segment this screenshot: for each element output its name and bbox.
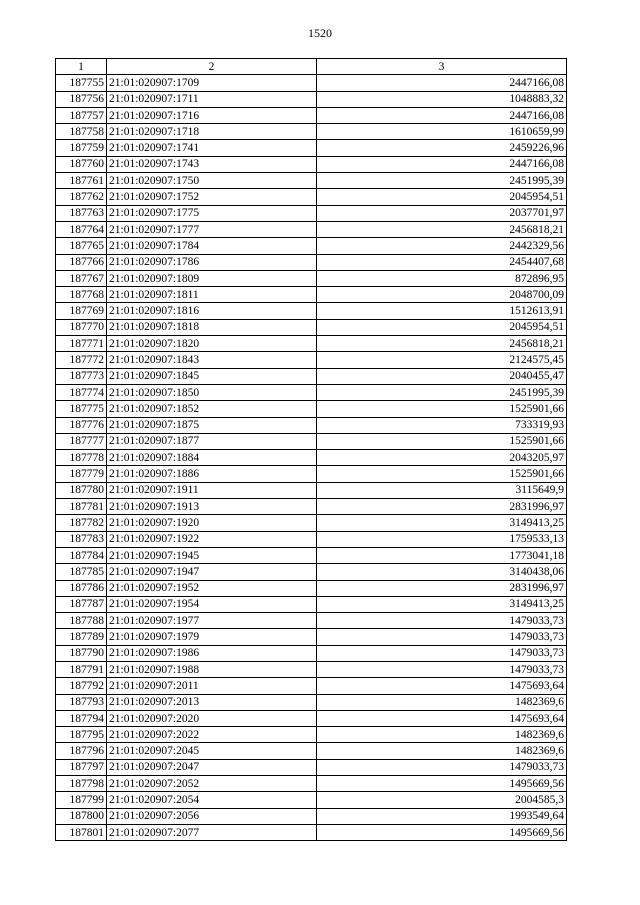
cadastral-value-cell: 1479033,73 [317,629,567,645]
cadastral-number-cell: 21:01:020907:1845 [107,368,317,384]
table-row [56,189,567,205]
table-row [56,352,567,368]
row-number-cell: 187781 [56,499,107,515]
cadastral-value-cell: 2045954,51 [317,319,567,335]
table-row [56,254,567,270]
table-row [56,270,567,286]
cadastral-number-cell: 21:01:020907:1922 [107,531,317,547]
cadastral-number-cell: 21:01:020907:1809 [107,270,317,286]
table-row [56,564,567,580]
cadastral-value-cell: 1512613,91 [317,303,567,319]
row-number-cell: 187778 [56,450,107,466]
table-row [56,401,567,417]
cadastral-value-cell: 2043205,97 [317,450,567,466]
table-row [56,91,567,107]
table-row [56,368,567,384]
cadastral-number-cell: 21:01:020907:1945 [107,547,317,563]
cadastral-value-cell: 2048700,09 [317,287,567,303]
table-row [56,140,567,156]
cadastral-number-cell: 21:01:020907:1947 [107,564,317,580]
cadastral-number-cell: 21:01:020907:1811 [107,287,317,303]
cadastral-number-cell: 21:01:020907:1775 [107,205,317,221]
table-row [56,287,567,303]
row-number-cell: 187755 [56,75,107,91]
cadastral-number-cell: 21:01:020907:1954 [107,596,317,612]
table-row [56,710,567,726]
cadastral-number-cell: 21:01:020907:1852 [107,401,317,417]
row-number-cell: 187779 [56,466,107,482]
cadastral-value-cell: 1759533,13 [317,531,567,547]
cadastral-value-cell: 2124575,45 [317,352,567,368]
table-body [56,75,567,841]
cadastral-value-cell: 2456818,21 [317,336,567,352]
cadastral-number-cell: 21:01:020907:1920 [107,515,317,531]
cadastral-value-cell: 2831996,97 [317,580,567,596]
cadastral-number-cell: 21:01:020907:1988 [107,661,317,677]
row-number-cell: 187798 [56,776,107,792]
row-number-cell: 187770 [56,319,107,335]
row-number-cell: 187768 [56,287,107,303]
cadastral-number-cell: 21:01:020907:1784 [107,238,317,254]
cadastral-value-cell: 1495669,56 [317,824,567,840]
page-number: 1520 [308,26,332,40]
table-row [56,450,567,466]
cadastral-number-cell: 21:01:020907:2056 [107,808,317,824]
table-row [56,629,567,645]
cadastral-value-cell: 1525901,66 [317,433,567,449]
cadastral-value-table [55,58,567,841]
row-number-cell: 187761 [56,173,107,189]
cadastral-number-cell: 21:01:020907:2013 [107,694,317,710]
cadastral-number-cell: 21:01:020907:1816 [107,303,317,319]
table-row [56,645,567,661]
table-row [56,776,567,792]
cadastral-value-cell: 1525901,66 [317,466,567,482]
cadastral-number-cell: 21:01:020907:2020 [107,710,317,726]
column-header-2: 2 [107,59,317,75]
row-number-cell: 187792 [56,678,107,694]
cadastral-value-cell: 1479033,73 [317,613,567,629]
row-number-cell: 187763 [56,205,107,221]
cadastral-number-cell: 21:01:020907:1820 [107,336,317,352]
table-row [56,303,567,319]
row-number-cell: 187801 [56,824,107,840]
row-number-cell: 187794 [56,710,107,726]
table-row [56,107,567,123]
cadastral-number-cell: 21:01:020907:1750 [107,173,317,189]
table-row [56,336,567,352]
row-number-cell: 187760 [56,156,107,172]
cadastral-value-cell: 2459226,96 [317,140,567,156]
cadastral-number-cell: 21:01:020907:1886 [107,466,317,482]
cadastral-number-cell: 21:01:020907:1986 [107,645,317,661]
table-row [56,417,567,433]
cadastral-number-cell: 21:01:020907:1711 [107,91,317,107]
cadastral-number-cell: 21:01:020907:1786 [107,254,317,270]
cadastral-number-cell: 21:01:020907:1977 [107,613,317,629]
cadastral-value-cell: 3149413,25 [317,515,567,531]
cadastral-value-cell: 2831996,97 [317,499,567,515]
cadastral-number-cell: 21:01:020907:1777 [107,221,317,237]
table-row [56,613,567,629]
table-header-row [56,59,567,75]
cadastral-number-cell: 21:01:020907:2054 [107,792,317,808]
table-row [56,759,567,775]
row-number-cell: 187764 [56,221,107,237]
row-number-cell: 187767 [56,270,107,286]
cadastral-number-cell: 21:01:020907:1743 [107,156,317,172]
table-row [56,205,567,221]
cadastral-number-cell: 21:01:020907:1875 [107,417,317,433]
cadastral-value-cell: 3140438,06 [317,564,567,580]
cadastral-value-cell: 2447166,08 [317,156,567,172]
cadastral-value-cell: 2040455,47 [317,368,567,384]
row-number-cell: 187759 [56,140,107,156]
row-number-cell: 187783 [56,531,107,547]
cadastral-number-cell: 21:01:020907:1952 [107,580,317,596]
cadastral-number-cell: 21:01:020907:2077 [107,824,317,840]
cadastral-value-cell: 2447166,08 [317,75,567,91]
cadastral-value-cell: 1610659,99 [317,124,567,140]
row-number-cell: 187795 [56,727,107,743]
table-row [56,661,567,677]
cadastral-value-cell: 1993549,64 [317,808,567,824]
table-row [56,499,567,515]
table-row [56,792,567,808]
cadastral-number-cell: 21:01:020907:1843 [107,352,317,368]
table-row [56,319,567,335]
table-row [56,694,567,710]
cadastral-value-cell: 1475693,64 [317,678,567,694]
cadastral-value-cell: 1773041,18 [317,547,567,563]
row-number-cell: 187756 [56,91,107,107]
cadastral-value-cell: 1479033,73 [317,645,567,661]
cadastral-value-cell: 1482369,6 [317,694,567,710]
row-number-cell: 187788 [56,613,107,629]
row-number-cell: 187758 [56,124,107,140]
cadastral-number-cell: 21:01:020907:1911 [107,482,317,498]
row-number-cell: 187791 [56,661,107,677]
cadastral-number-cell: 21:01:020907:1752 [107,189,317,205]
table-row [56,482,567,498]
table-row [56,808,567,824]
table-row [56,743,567,759]
table-row [56,124,567,140]
cadastral-value-cell: 1475693,64 [317,710,567,726]
row-number-cell: 187780 [56,482,107,498]
row-number-cell: 187762 [56,189,107,205]
cadastral-number-cell: 21:01:020907:2011 [107,678,317,694]
row-number-cell: 187793 [56,694,107,710]
row-number-cell: 187769 [56,303,107,319]
table-row [56,75,567,91]
cadastral-number-cell: 21:01:020907:1718 [107,124,317,140]
cadastral-number-cell: 21:01:020907:1979 [107,629,317,645]
row-number-cell: 187785 [56,564,107,580]
row-number-cell: 187787 [56,596,107,612]
table-row [56,173,567,189]
cadastral-value-cell: 2004585,3 [317,792,567,808]
cadastral-value-cell: 2447166,08 [317,107,567,123]
cadastral-value-cell: 1479033,73 [317,759,567,775]
cadastral-number-cell: 21:01:020907:1709 [107,75,317,91]
cadastral-number-cell: 21:01:020907:2047 [107,759,317,775]
row-number-cell: 187782 [56,515,107,531]
row-number-cell: 187777 [56,433,107,449]
cadastral-value-cell: 3115649,9 [317,482,567,498]
cadastral-number-cell: 21:01:020907:1716 [107,107,317,123]
row-number-cell: 187757 [56,107,107,123]
cadastral-value-cell: 2037701,97 [317,205,567,221]
row-number-cell: 187797 [56,759,107,775]
row-number-cell: 187771 [56,336,107,352]
row-number-cell: 187774 [56,384,107,400]
column-header-1: 1 [56,59,107,75]
row-number-cell: 187776 [56,417,107,433]
row-number-cell: 187765 [56,238,107,254]
table-row [56,678,567,694]
cadastral-value-cell: 2045954,51 [317,189,567,205]
cadastral-value-cell: 2454407,68 [317,254,567,270]
table-row [56,466,567,482]
table-row [56,596,567,612]
row-number-cell: 187799 [56,792,107,808]
cadastral-number-cell: 21:01:020907:2045 [107,743,317,759]
table-row [56,384,567,400]
table-row [56,221,567,237]
cadastral-value-cell: 1479033,73 [317,661,567,677]
cadastral-number-cell: 21:01:020907:1818 [107,319,317,335]
table-row [56,824,567,840]
table-row [56,547,567,563]
row-number-cell: 187789 [56,629,107,645]
table-row [56,433,567,449]
table-row [56,156,567,172]
cadastral-value-cell: 1482369,6 [317,727,567,743]
cadastral-value-cell: 1048883,32 [317,91,567,107]
table-row [56,515,567,531]
cadastral-number-cell: 21:01:020907:1850 [107,384,317,400]
cadastral-value-cell: 872896,95 [317,270,567,286]
column-header-3: 3 [317,59,567,75]
row-number-cell: 187775 [56,401,107,417]
cadastral-number-cell: 21:01:020907:1884 [107,450,317,466]
cadastral-value-cell: 2442329,56 [317,238,567,254]
row-number-cell: 187766 [56,254,107,270]
cadastral-number-cell: 21:01:020907:1741 [107,140,317,156]
row-number-cell: 187800 [56,808,107,824]
cadastral-value-cell: 2456818,21 [317,221,567,237]
table-row [56,727,567,743]
row-number-cell: 187796 [56,743,107,759]
row-number-cell: 187773 [56,368,107,384]
cadastral-number-cell: 21:01:020907:1877 [107,433,317,449]
table-row [56,531,567,547]
cadastral-value-cell: 1525901,66 [317,401,567,417]
table-row [56,238,567,254]
row-number-cell: 187790 [56,645,107,661]
cadastral-value-cell: 2451995,39 [317,173,567,189]
cadastral-value-cell: 733319,93 [317,417,567,433]
row-number-cell: 187772 [56,352,107,368]
cadastral-number-cell: 21:01:020907:1913 [107,499,317,515]
cadastral-value-cell: 1482369,6 [317,743,567,759]
cadastral-number-cell: 21:01:020907:2052 [107,776,317,792]
cadastral-value-cell: 2451995,39 [317,384,567,400]
cadastral-value-cell: 1495669,56 [317,776,567,792]
cadastral-number-cell: 21:01:020907:2022 [107,727,317,743]
row-number-cell: 187786 [56,580,107,596]
table-row [56,580,567,596]
row-number-cell: 187784 [56,547,107,563]
cadastral-value-cell: 3149413,25 [317,596,567,612]
